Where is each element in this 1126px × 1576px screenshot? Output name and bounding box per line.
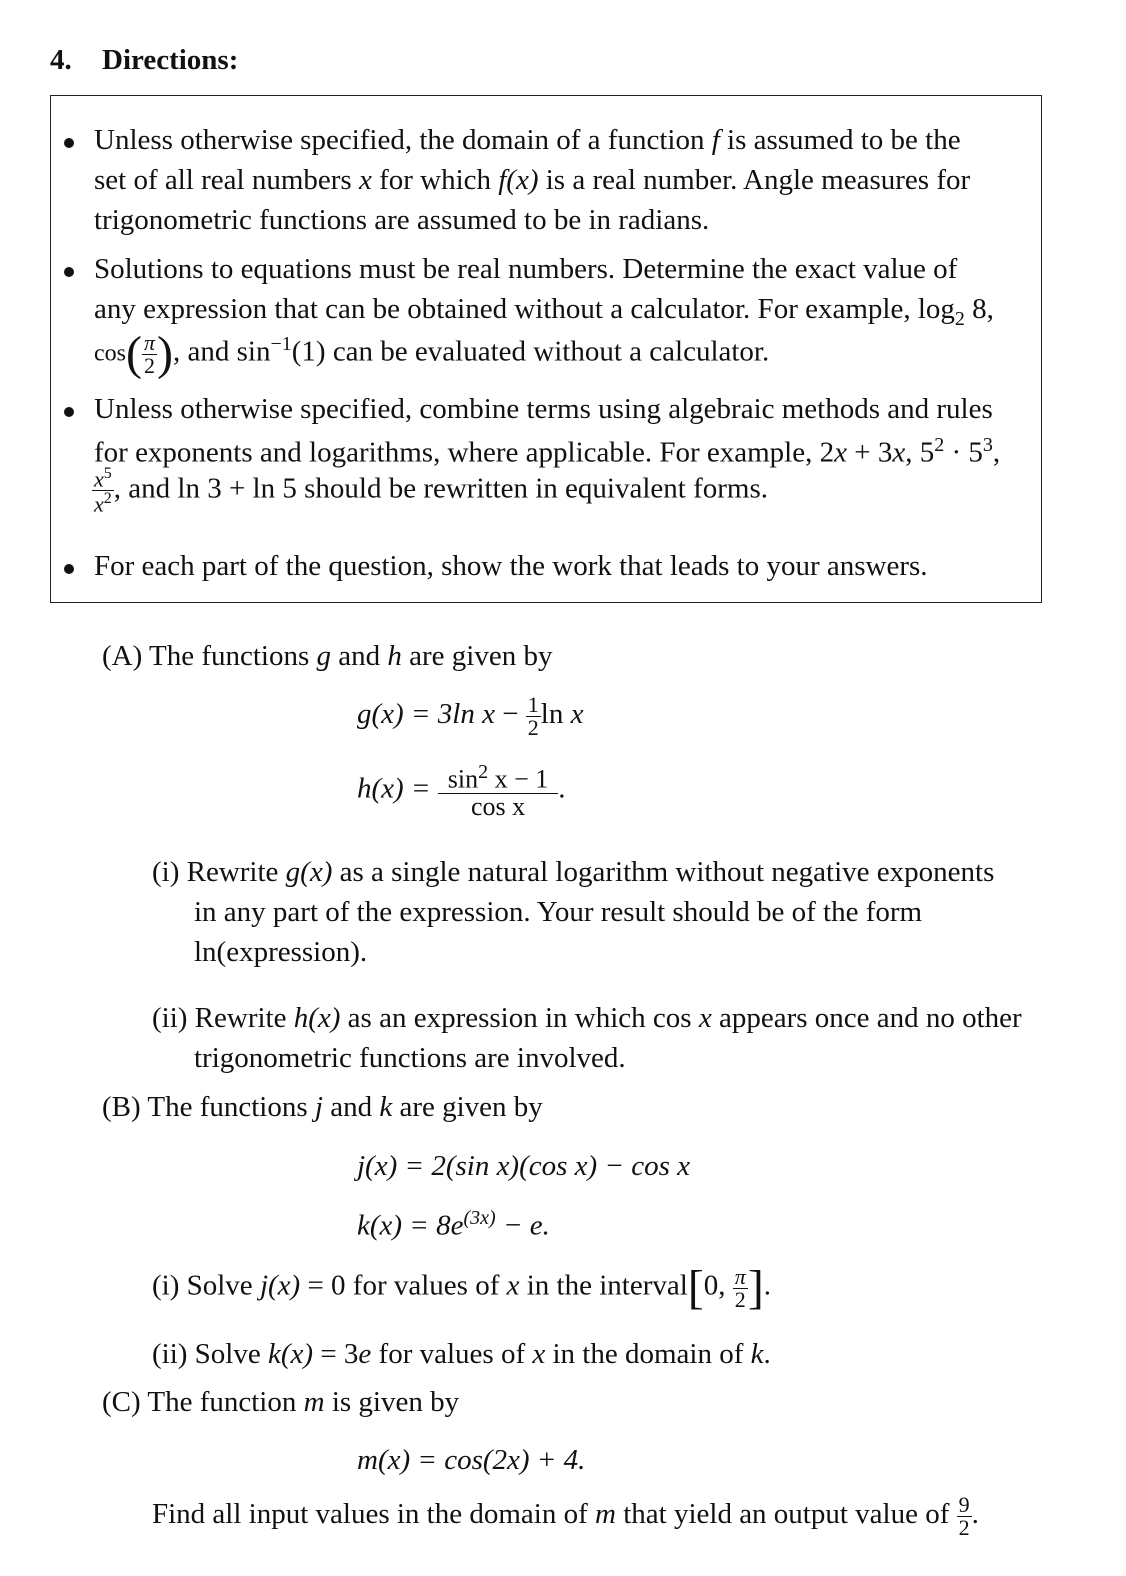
bullet-1-dot (64, 138, 74, 148)
part-b-i-line: (i) Solve j(x) = 0 for values of x in the interval[0, $\frac{\pi}{2}$ ]. (152, 1261, 772, 1314)
bullet-2-line-3: cos( $\frac{\pi}{2}$ ), and $\sin^{-1}(1)$ can be evaluated without a calculator. (94, 327, 770, 380)
bullet-1-line-3: trigonometric functions are assumed to be in radians. (94, 204, 710, 236)
g-equation: g(x) = 3ln x − $\frac{1}{2}$ ln x (357, 692, 584, 740)
part-a-i-line-3: ln(expression). (194, 936, 368, 968)
question-number: 4. (50, 44, 72, 76)
k-equation: $k(x) = 8e^{(3x)} - e$. (357, 1207, 550, 1242)
bullet-1-line-1: Unless otherwise specified, the domain of a function f is assumed to be the (94, 124, 961, 156)
h-equation: h(x) = $\frac{\sin^2 x - 1}{\text{cos x}}$ . (357, 761, 566, 821)
bullet-2-line-1: Solutions to equations must be real numbers. Determine the exact value of (94, 253, 958, 285)
bullet-1-line-2: set of all real numbers x for which f(x) is a real number. Angle measures for (94, 164, 971, 196)
m-equation: m(x) = cos(2x) + 4. (357, 1444, 586, 1476)
part-a-intro: (A) The functions g and h are given by (102, 640, 553, 672)
bullet-3-line-3: $\frac{x^5}{x^2}$ , and ln 3 + ln 5 should be rewritten in equivalent forms. (94, 465, 768, 517)
part-a-i-line-2: in any part of the expression. Your result should be of the form (194, 896, 923, 928)
directions-title: Directions: (102, 44, 239, 76)
bullet-4-line: For each part of the question, show the work that leads to your answers. (94, 550, 928, 582)
bullet-3-dot (64, 407, 74, 417)
part-a-ii-line-2: trigonometric functions are involved. (194, 1042, 626, 1074)
part-c-find-line: Find all input values in the domain of m that yield an output value of $\frac{9}{2}$ . (152, 1492, 979, 1540)
part-c-intro: (C) The function m is given by (102, 1386, 460, 1418)
part-b-intro: (B) The functions j and k are given by (102, 1091, 543, 1123)
part-a-ii-line-1: (ii) Rewrite h(x) as an expression in which cos x appears once and no other (152, 1002, 1022, 1034)
bullet-3-line-1: Unless otherwise specified, combine terms using algebraic methods and rules (94, 393, 993, 425)
part-b-ii-line: (ii) Solve k(x) = 3e for values of x in the domain of k. (152, 1338, 771, 1370)
part-a-i-line-1: (i) Rewrite g(x) as a single natural logarithm without negative exponents (152, 856, 995, 888)
bullet-3-line-2: for exponents and logarithms, where applicable. For example, 2x + 3x, $5^2 \cdot 5^3$, (94, 434, 1001, 469)
bullet-2-line-2: any expression that can be obtained without a calculator. For example, $\log_2 8$, (94, 293, 994, 330)
j-equation: j(x) = 2(sin x)(cos x) − cos x (357, 1150, 691, 1182)
bullet-2-dot (64, 267, 74, 277)
bullet-4-dot (64, 564, 74, 574)
